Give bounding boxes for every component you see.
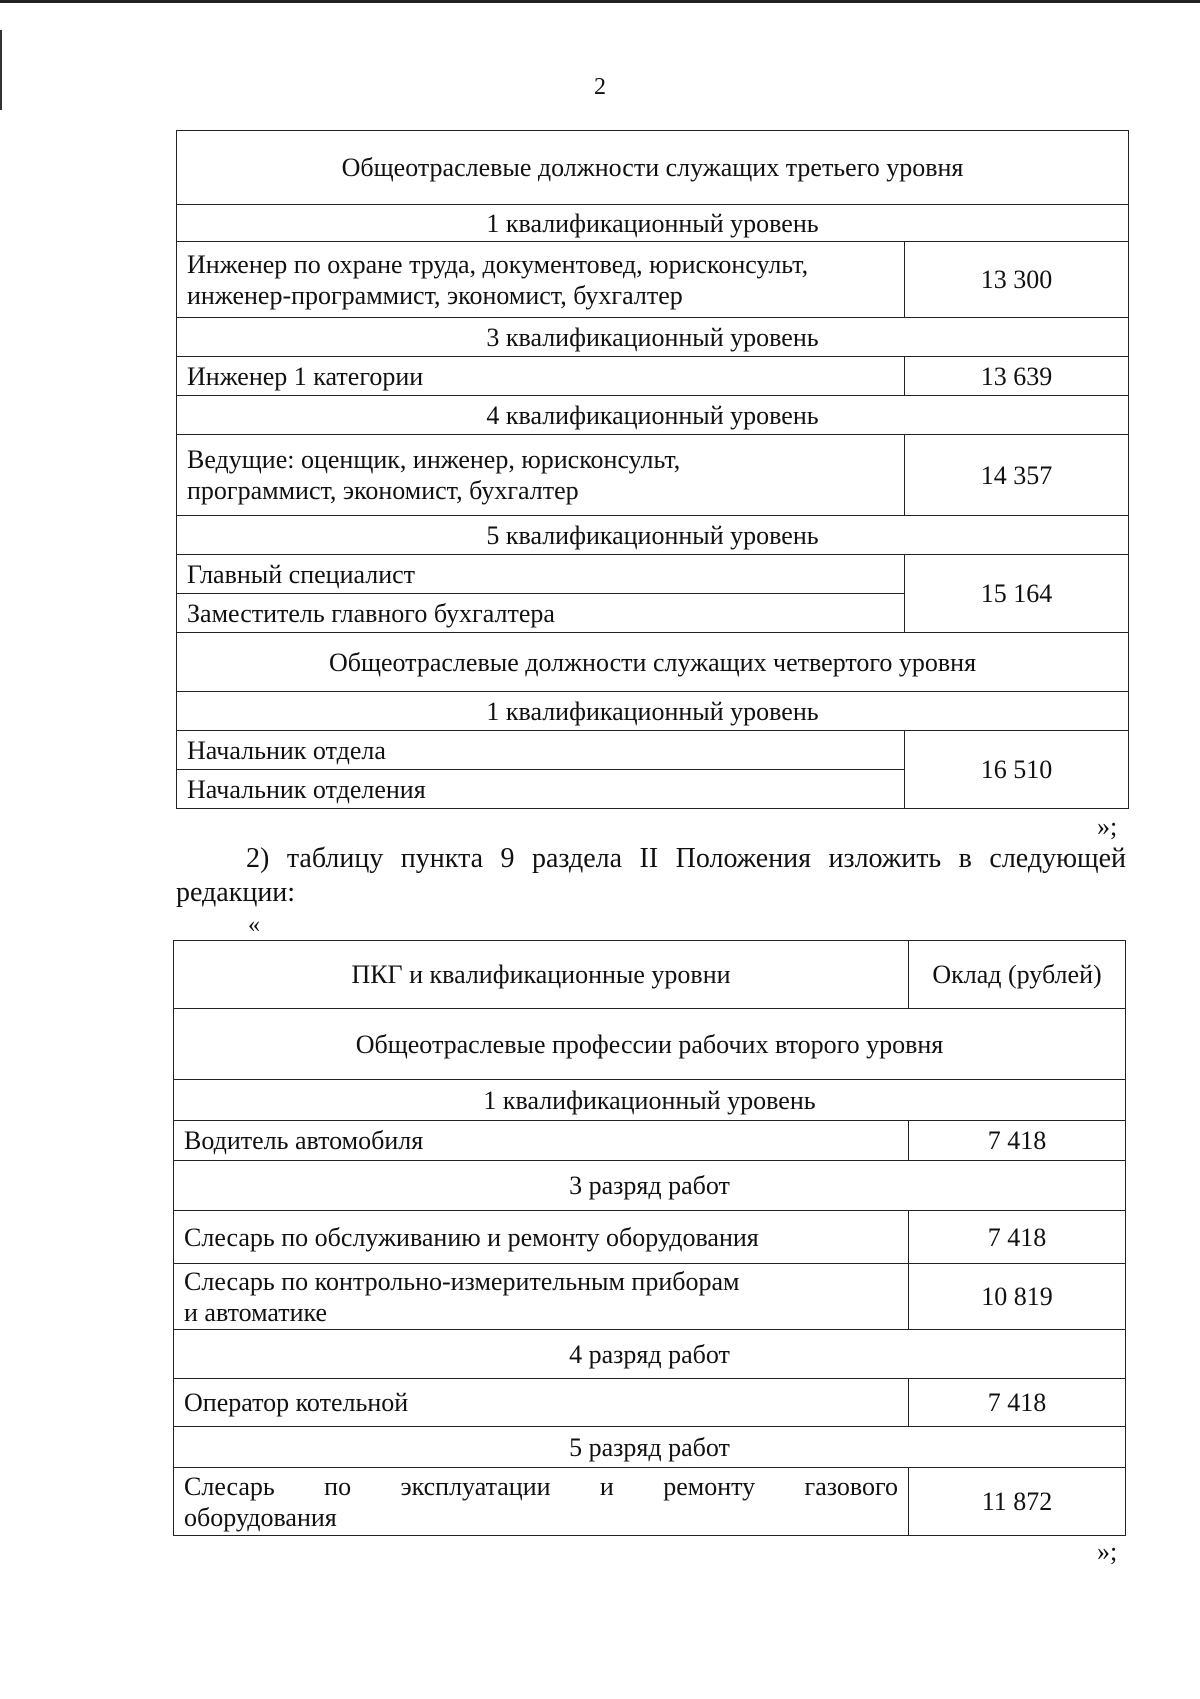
salary-table-employees — [176, 130, 1129, 809]
salary-value-cell: 13 300 — [905, 242, 1129, 318]
position-name-cell — [174, 1121, 909, 1161]
qualification-level-cell: 5 квалификационный уровень — [177, 516, 1129, 555]
qualification-level-cell: 4 разряд работ — [174, 1330, 1126, 1379]
group-header-row — [177, 633, 1129, 692]
salary-value-cell: 7 418 — [909, 1121, 1126, 1161]
position-name-line: и автоматике — [184, 1297, 328, 1327]
group-header-cell: Общеотраслевые должности служащих четвертого уровня — [177, 633, 1129, 692]
qualification-level-cell: 1 квалификационный уровень — [177, 692, 1129, 731]
qualification-level-row — [177, 516, 1129, 555]
amendment-paragraph-line-1: 2) таблицу пункта 9 раздела II Положения изложить в следующей — [246, 843, 1126, 874]
salary-value-cell: 11 872 — [909, 1468, 1126, 1536]
column-header-salary: Оклад (рублей) — [909, 941, 1126, 1009]
position-name-cell: Заместитель главного бухгалтера — [177, 594, 905, 633]
qualification-level-cell: 1 квалификационный уровень — [174, 1080, 1126, 1121]
table-row — [174, 1264, 1126, 1330]
salary-table-workers — [173, 940, 1126, 1536]
position-name-line: Оператор котельной — [184, 1388, 409, 1417]
salary-value-cell: 15 164 — [905, 555, 1129, 633]
table-row — [174, 1379, 1126, 1427]
amendment-paragraph-line-2: редакции: — [176, 877, 296, 908]
group-header-row — [174, 1009, 1126, 1080]
closing-quote-2: »; — [1097, 1537, 1118, 1566]
position-name-line: программист, экономист, бухгалтер — [187, 476, 579, 505]
qualification-level-row — [177, 692, 1129, 731]
salary-table-workers-body — [174, 941, 1126, 1536]
group-header-cell: Общеотраслевые должности служащих третьего уровня — [177, 131, 1129, 205]
table-row — [177, 357, 1129, 396]
page-number: 2 — [594, 74, 606, 100]
qualification-level-cell: 1 квалификационный уровень — [177, 205, 1129, 242]
table-row — [177, 731, 1129, 770]
position-name-line: Инженер по охране труда, документовед, юрисконсульт, — [187, 249, 809, 279]
salary-table-employees-body — [177, 131, 1129, 809]
table-row — [177, 435, 1129, 516]
table-header-row — [174, 941, 1126, 1009]
qualification-level-cell: 5 разряд работ — [174, 1427, 1126, 1468]
qualification-level-row — [177, 318, 1129, 357]
table-row — [174, 1121, 1126, 1161]
opening-quote: « — [248, 912, 260, 938]
position-name-cell — [177, 357, 905, 396]
position-name-cell — [177, 435, 905, 516]
position-name-cell: Начальник отделения — [177, 770, 905, 809]
position-name-cell: Главный специалист — [177, 555, 905, 594]
salary-value-cell: 7 418 — [909, 1379, 1126, 1427]
position-name-line: Ведущие: оценщик, инженер, юрисконсульт, — [187, 445, 681, 474]
group-header-row — [177, 131, 1129, 205]
qualification-level-row — [174, 1080, 1126, 1121]
qualification-level-cell: 3 квалификационный уровень — [177, 318, 1129, 357]
position-name-line: инженер-программист, экономист, бухгалтер — [187, 280, 683, 310]
position-name-cell — [174, 1211, 909, 1264]
amendment-paragraph — [176, 842, 1126, 910]
table-row — [174, 1468, 1126, 1536]
qualification-level-row — [177, 205, 1129, 242]
salary-value-cell: 7 418 — [909, 1211, 1126, 1264]
position-name-line: Слесарь по обслуживанию и ремонту оборудования — [184, 1222, 759, 1252]
position-name-line: Инженер 1 категории — [187, 361, 424, 391]
scan-edge-top — [0, 0, 1200, 3]
position-name-line: Слесарь по эксплуатации и ремонту газового — [184, 1471, 898, 1501]
group-header-cell: Общеотраслевые профессии рабочих второго уровня — [174, 1009, 1126, 1080]
qualification-level-cell: 4 квалификационный уровень — [177, 396, 1129, 435]
position-name-line: Слесарь по контрольно-измерительным приборам — [184, 1266, 740, 1296]
table-row — [177, 242, 1129, 318]
salary-value-cell: 13 639 — [905, 357, 1129, 396]
position-name-cell — [174, 1264, 909, 1330]
salary-value-cell: 10 819 — [909, 1264, 1126, 1330]
qualification-level-row — [174, 1427, 1126, 1468]
position-name-line: оборудования — [184, 1502, 337, 1532]
salary-value-cell: 14 357 — [905, 435, 1129, 516]
position-name-cell — [174, 1468, 909, 1536]
position-name-line: Водитель автомобиля — [184, 1126, 424, 1155]
qualification-level-row — [174, 1161, 1126, 1211]
qualification-level-row — [177, 396, 1129, 435]
qualification-level-row — [174, 1330, 1126, 1379]
column-header-category: ПКГ и квалификационные уровни — [174, 941, 909, 1009]
qualification-level-cell: 3 разряд работ — [174, 1161, 1126, 1211]
position-name-cell — [174, 1379, 909, 1427]
salary-value-cell: 16 510 — [905, 731, 1129, 809]
table-row — [177, 555, 1129, 594]
closing-quote-1: »; — [1097, 812, 1118, 841]
position-name-cell: Начальник отдела — [177, 731, 905, 770]
table-row — [174, 1211, 1126, 1264]
position-name-cell — [177, 242, 905, 318]
